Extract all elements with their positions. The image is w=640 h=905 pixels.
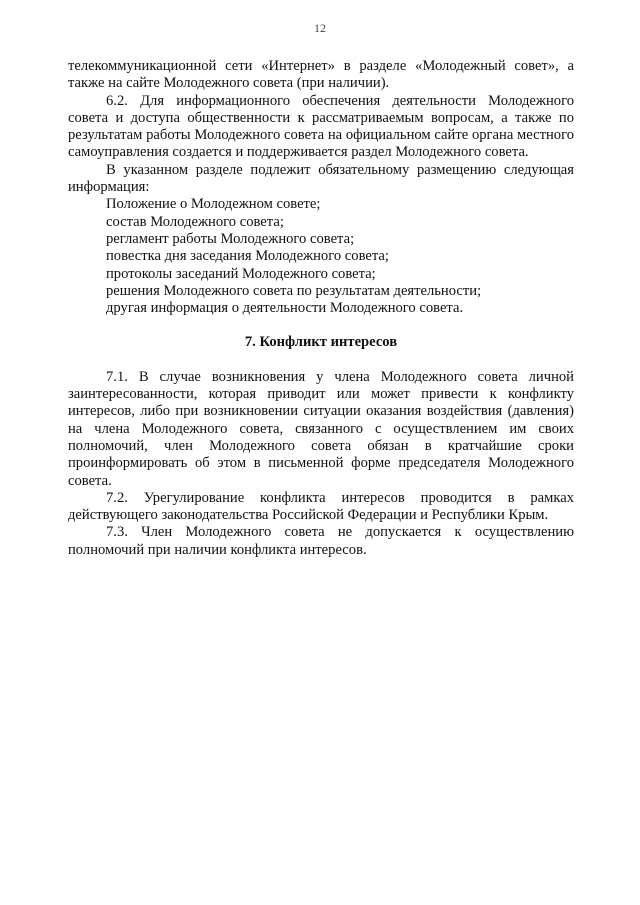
list-item: состав Молодежного совета; bbox=[106, 213, 284, 230]
list-item: Положение о Молодежном совете; bbox=[106, 196, 321, 213]
paragraph-6-2: 6.2. Для информационного обеспечения деятельности Молодежного совета и доступа общественности к рассматриваемым вопросам, а также по результатам работы Молодежного совета на официальном сайте органа местного самоуправления создается и поддерживается раздел Молодежного совета. bbox=[68, 92, 574, 161]
page-number: 12 bbox=[314, 21, 326, 35]
list-item: повестка дня заседания Молодежного совета; bbox=[106, 248, 389, 265]
list-item: регламент работы Молодежного совета; bbox=[106, 230, 355, 247]
list-item: протоколы заседаний Молодежного совета; bbox=[106, 265, 376, 282]
paragraph-7-3: 7.3. Член Молодежного совета не допускается к осуществлению полномочий при наличии конфликта интересов. bbox=[68, 524, 574, 558]
paragraph-list-intro: В указанном разделе подлежит обязательному размещению следующая информация: bbox=[68, 161, 574, 196]
list-item: решения Молодежного совета по результатам деятельности; bbox=[106, 282, 482, 299]
document-body bbox=[68, 58, 574, 559]
info-list bbox=[68, 196, 574, 317]
paragraph-7-2: 7.2. Урегулирование конфликта интересов проводится в рамках действующего законодательства Российской Федерации и Республики Крым. bbox=[68, 489, 574, 524]
paragraph-continuation: телекоммуникационной сети «Интернет» в разделе «Молодежный совет», а также на сайте Молодежного совета (при наличии). bbox=[68, 58, 574, 92]
paragraph-7-1: 7.1. В случае возникновения у члена Молодежного совета личной заинтересованности, которая приводит или может привести к конфликту интересов, либо при возникновении ситуации оказания воздействия (давления) на члена Молодежного совета, связанного с осуществлением им своих полномочий, член Молодежного совета обязан в кратчайшие сроки проинформировать об этом в письменной форме председателя Молодежного совета. bbox=[68, 368, 574, 489]
list-item: другая информация о деятельности Молодежного совета. bbox=[106, 300, 464, 317]
section-heading: 7. Конфликт интересов bbox=[244, 334, 398, 351]
